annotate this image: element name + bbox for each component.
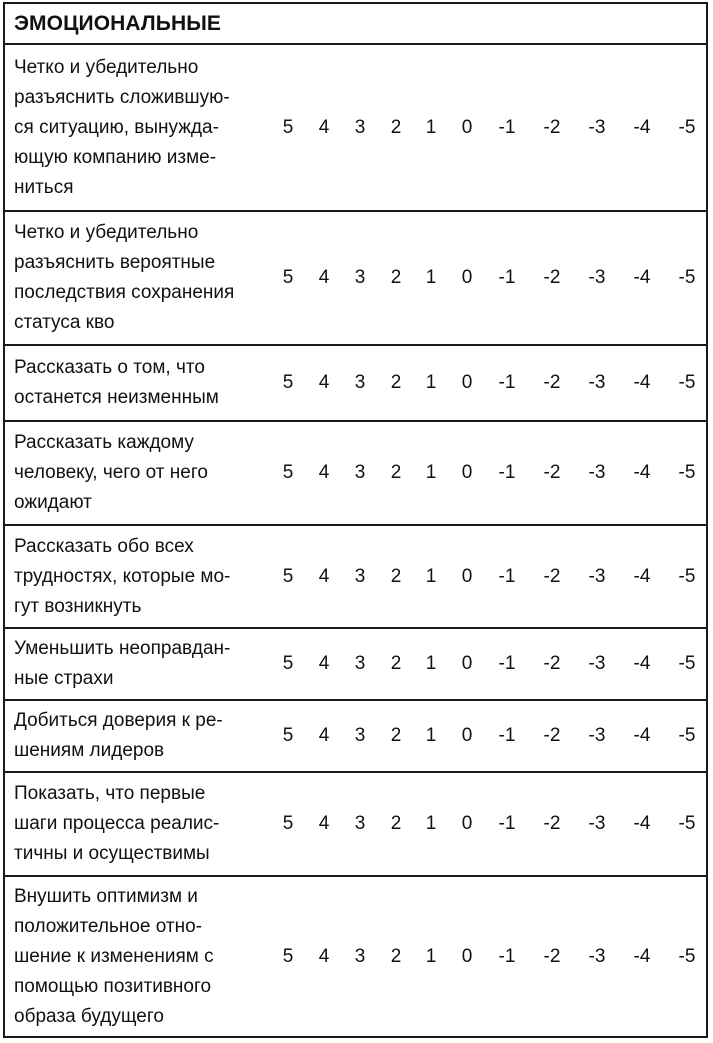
rating-option[interactable]: -5	[678, 653, 696, 674]
rating-option[interactable]: -5	[678, 267, 696, 288]
rating-option[interactable]: -4	[633, 372, 651, 393]
row-label-line: разъяснить сложившую-	[14, 86, 230, 108]
rating-option[interactable]: -3	[588, 813, 606, 834]
rating-option[interactable]: -1	[498, 267, 516, 288]
rating-option[interactable]: 0	[461, 267, 473, 288]
section-header	[5, 4, 706, 45]
rating-scale	[263, 877, 706, 1037]
rating-option[interactable]: 0	[461, 462, 473, 483]
rating-option[interactable]: -5	[678, 565, 696, 587]
rating-option[interactable]: -2	[543, 462, 561, 483]
row-label	[5, 779, 263, 869]
rating-option[interactable]: 1	[425, 565, 437, 587]
row-label-line: Рассказать каждому	[14, 432, 194, 453]
row-label-line: статуса кво	[14, 312, 115, 333]
rating-option[interactable]: 0	[461, 116, 473, 138]
rating-option[interactable]: -4	[633, 653, 651, 674]
row-label-line: шениям лидеров	[14, 740, 165, 761]
rating-option[interactable]: -2	[543, 813, 561, 834]
row-label	[5, 634, 263, 694]
row-label	[5, 532, 263, 622]
rating-option[interactable]: 3	[354, 372, 366, 393]
row-label-line: Добиться доверия к ре-	[14, 710, 223, 731]
rating-table	[3, 2, 708, 1038]
rating-option[interactable]: 3	[354, 116, 366, 138]
row-label-line: шаги процесса реалис-	[14, 813, 220, 834]
rating-option[interactable]: -2	[543, 267, 561, 288]
row-label-line: ожидают	[14, 492, 92, 513]
rating-option[interactable]: 4	[318, 946, 330, 967]
rating-option[interactable]: -3	[588, 372, 606, 393]
rating-option[interactable]: 5	[282, 267, 294, 288]
row-label-line: ющую компанию изме-	[14, 146, 217, 168]
rating-option[interactable]: 4	[318, 462, 330, 483]
rating-option[interactable]: -4	[633, 565, 651, 587]
row-label-line: помощью позитивного	[14, 976, 212, 997]
table-row	[5, 422, 706, 526]
row-label-line: разъяснить вероятные	[14, 252, 216, 273]
rating-option[interactable]: 3	[354, 813, 366, 834]
row-label-line: гут возникнуть	[14, 595, 142, 617]
rating-option[interactable]: 4	[318, 813, 330, 834]
rating-option[interactable]: 1	[425, 116, 437, 138]
rating-option[interactable]: -3	[588, 946, 606, 967]
rating-option[interactable]: 1	[425, 462, 437, 483]
rating-option[interactable]: 5	[282, 946, 294, 967]
rating-option[interactable]: -5	[678, 725, 696, 746]
table-row	[5, 701, 706, 773]
row-label-line: ные страхи	[14, 668, 114, 689]
row-label-line: Рассказать обо всех	[14, 535, 194, 557]
row-label	[5, 353, 263, 413]
rating-option[interactable]: -5	[678, 946, 696, 967]
rating-option[interactable]: 3	[354, 565, 366, 587]
row-label	[5, 706, 263, 766]
rating-option[interactable]: -2	[543, 946, 561, 967]
rating-option[interactable]: -4	[633, 946, 651, 967]
row-label-line: Четко и убедительно	[14, 222, 199, 243]
rating-option[interactable]: -4	[633, 462, 651, 483]
rating-option[interactable]: 0	[461, 653, 473, 674]
row-label-line: трудностях, которые мо-	[14, 565, 231, 587]
rating-scale	[263, 701, 706, 771]
row-label-line: образа будущего	[14, 1006, 164, 1027]
rating-option[interactable]: -2	[543, 725, 561, 746]
rating-option[interactable]: -2	[543, 116, 561, 138]
rating-option[interactable]: -3	[588, 653, 606, 674]
rating-option[interactable]: -5	[678, 462, 696, 483]
rating-option[interactable]: 2	[390, 725, 402, 746]
rating-option[interactable]: 1	[425, 813, 437, 834]
rating-scale	[263, 773, 706, 875]
rating-option[interactable]: -1	[498, 946, 516, 967]
rating-option[interactable]: 2	[390, 946, 402, 967]
row-label-line: шение к изменениям с	[14, 946, 214, 967]
rating-option[interactable]: 0	[461, 725, 473, 746]
row-label-line: Показать, что первые	[14, 783, 206, 804]
rating-option[interactable]: 2	[390, 372, 402, 393]
rating-option[interactable]: 5	[282, 653, 294, 674]
rating-option[interactable]: -1	[498, 565, 516, 587]
rating-option[interactable]: 2	[390, 653, 402, 674]
rating-option[interactable]: 4	[318, 653, 330, 674]
rating-option[interactable]: 0	[461, 946, 473, 967]
rating-option[interactable]: -1	[498, 462, 516, 483]
rating-option[interactable]: 5	[282, 725, 294, 746]
row-label-line: Внушить оптимизм и	[14, 886, 198, 907]
rating-option[interactable]: -1	[498, 653, 516, 674]
rating-option[interactable]: 3	[354, 653, 366, 674]
rating-option[interactable]: 2	[390, 116, 402, 138]
row-label-line: Рассказать о том, что	[14, 357, 205, 378]
row-label-line: Уменьшить неоправдан-	[14, 638, 231, 659]
table-row	[5, 773, 706, 877]
row-label-line: положительное отно-	[14, 916, 202, 937]
row-label-line: ся ситуацию, вынужда-	[14, 116, 219, 138]
rating-option[interactable]: -1	[498, 725, 516, 746]
rating-scale	[263, 422, 706, 524]
rating-option[interactable]: 4	[318, 725, 330, 746]
rating-scale	[263, 629, 706, 699]
rating-option[interactable]: -1	[498, 813, 516, 834]
rating-option[interactable]: -1	[498, 372, 516, 393]
rating-option[interactable]: -5	[678, 372, 696, 393]
rating-option[interactable]: 2	[390, 565, 402, 587]
table-row	[5, 877, 706, 1037]
rating-option[interactable]: 0	[461, 565, 473, 587]
rating-option[interactable]: 1	[425, 372, 437, 393]
rating-option[interactable]: 3	[354, 946, 366, 967]
row-label	[5, 882, 263, 1032]
rating-scale	[263, 346, 706, 420]
row-label	[5, 53, 263, 203]
row-label-line: человеку, чего от него	[14, 462, 208, 483]
rating-option[interactable]: 5	[282, 813, 294, 834]
rating-option[interactable]: 2	[390, 462, 402, 483]
rating-option[interactable]: 0	[461, 813, 473, 834]
rating-option[interactable]: -3	[588, 116, 606, 138]
table-row	[5, 346, 706, 422]
row-label-line: последствия сохранения	[14, 282, 235, 303]
rating-option[interactable]: 1	[425, 653, 437, 674]
table-row	[5, 629, 706, 701]
rating-option[interactable]: 3	[354, 462, 366, 483]
rating-option[interactable]: -2	[543, 372, 561, 393]
rating-scale	[263, 526, 706, 627]
rating-option[interactable]: -1	[498, 116, 516, 138]
rating-option[interactable]: -4	[633, 813, 651, 834]
rating-option[interactable]: 5	[282, 462, 294, 483]
rating-option[interactable]: -4	[633, 267, 651, 288]
rating-option[interactable]: -3	[588, 565, 606, 587]
rating-option[interactable]: -5	[678, 813, 696, 834]
rating-option[interactable]: 1	[425, 946, 437, 967]
rating-option[interactable]: 3	[354, 267, 366, 288]
rating-option[interactable]: -3	[588, 462, 606, 483]
rating-option[interactable]: 4	[318, 116, 330, 138]
rating-option[interactable]: -5	[678, 116, 696, 138]
rating-option[interactable]: 4	[318, 372, 330, 393]
rating-option[interactable]: 5	[282, 372, 294, 393]
rating-option[interactable]: 2	[390, 813, 402, 834]
rating-option[interactable]: 4	[318, 267, 330, 288]
row-label-line: ниться	[14, 176, 74, 198]
rating-option[interactable]: 5	[282, 565, 294, 587]
rating-option[interactable]: -3	[588, 267, 606, 288]
rating-scale	[263, 45, 706, 210]
rating-option[interactable]: 2	[390, 267, 402, 288]
rating-option[interactable]: 4	[318, 565, 330, 587]
row-label-line: останется неизменным	[14, 387, 219, 408]
row-label	[5, 218, 263, 338]
rating-option[interactable]: 1	[425, 725, 437, 746]
rating-option[interactable]: 0	[461, 372, 473, 393]
rating-option[interactable]: -2	[543, 653, 561, 674]
section-title: ЭМОЦИОНАЛЬНЫЕ	[14, 11, 221, 35]
rating-option[interactable]: -4	[633, 116, 651, 138]
table-row	[5, 45, 706, 212]
rating-option[interactable]: 5	[282, 116, 294, 138]
rating-option[interactable]: -4	[633, 725, 651, 746]
rating-option[interactable]: 1	[425, 267, 437, 288]
rating-option[interactable]: -3	[588, 725, 606, 746]
rating-option[interactable]: -2	[543, 565, 561, 587]
row-label-line: Четко и убедительно	[14, 56, 199, 78]
row-label-line: тичны и осуществимы	[14, 843, 210, 864]
table-row	[5, 526, 706, 629]
table-row	[5, 212, 706, 346]
rating-scale	[263, 212, 706, 344]
rating-option[interactable]: 3	[354, 725, 366, 746]
table-body	[5, 45, 706, 1037]
row-label	[5, 428, 263, 518]
